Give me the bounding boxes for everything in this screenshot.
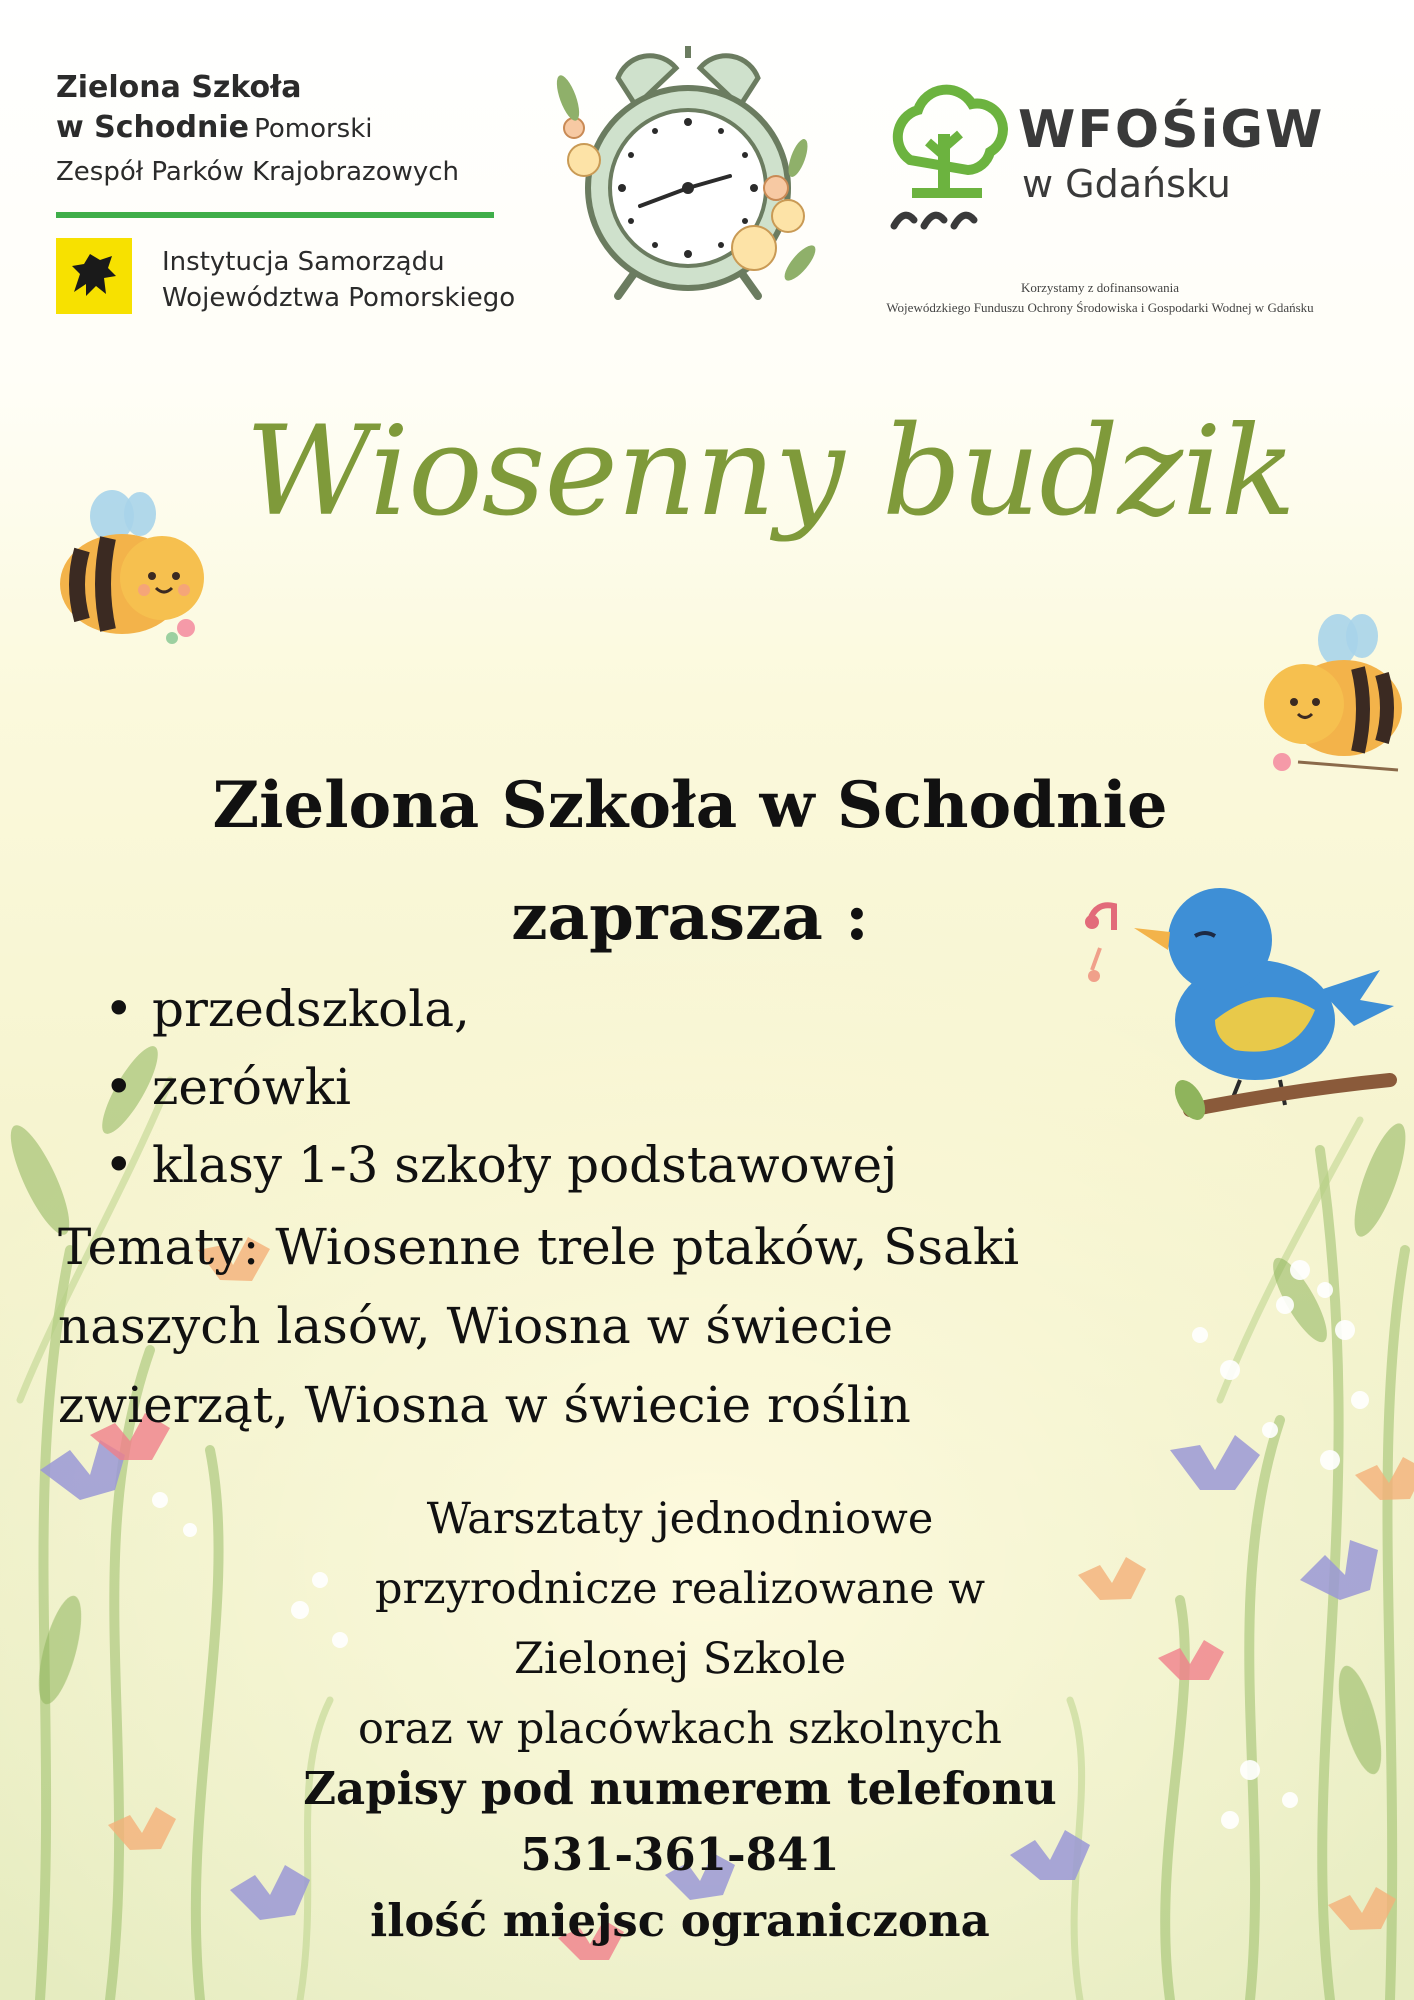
workshop-line: przyrodnicze realizowane w bbox=[374, 1564, 986, 1614]
audience-list bbox=[100, 970, 898, 1204]
school-name-line2: w Schodnie bbox=[56, 110, 249, 145]
institution-text bbox=[162, 244, 515, 316]
workshop-line: oraz w placówkach szkolnych bbox=[358, 1704, 1002, 1754]
header-divider bbox=[56, 212, 494, 218]
school-name-line3: Zespół Parków Krajobrazowych bbox=[56, 157, 460, 187]
griffin-emblem-icon bbox=[56, 238, 132, 314]
limited-places-note: ilość miejsc ograniczona bbox=[370, 1894, 990, 1947]
funding-note-line1: Korzystamy z dofinansowania bbox=[1020, 280, 1180, 295]
invitation-line2: zaprasza : bbox=[511, 880, 869, 955]
invitation-line1: Zielona Szkoła w Schodnie bbox=[212, 768, 1168, 843]
institution-line2: Województwa Pomorskiego bbox=[162, 283, 516, 313]
bee-icon bbox=[52, 488, 212, 648]
phone-number[interactable]: 531-361-841 bbox=[520, 1828, 840, 1881]
school-name-region: Pomorski bbox=[254, 114, 373, 144]
workshop-line: Warsztaty jednodniowe bbox=[426, 1494, 934, 1544]
alarm-clock-icon bbox=[548, 38, 828, 308]
funder-city: w Gdańsku bbox=[1022, 162, 1231, 206]
workshop-line: Zielonej Szkole bbox=[513, 1634, 847, 1684]
topics-line1: Tematy: Wiosenne trele ptaków, Ssaki bbox=[58, 1218, 1020, 1276]
poster-title: Wiosenny budzik bbox=[245, 400, 1295, 544]
signup-info bbox=[160, 1756, 1200, 1954]
signup-label: Zapisy pod numerem telefonu bbox=[303, 1762, 1057, 1815]
bee-icon bbox=[1258, 612, 1408, 772]
music-note-icon bbox=[1085, 915, 1099, 929]
school-name-line1: Zielona Szkoła bbox=[56, 70, 302, 105]
bird-icon bbox=[1080, 880, 1410, 1140]
list-item: • przedszkola, bbox=[100, 970, 898, 1048]
topics-line2: naszych lasów, Wiosna w świecie bbox=[58, 1297, 894, 1355]
workshop-description bbox=[190, 1484, 1170, 1764]
funding-note bbox=[810, 278, 1390, 318]
institution-line1: Instytucja Samorządu bbox=[162, 247, 445, 277]
funder-name: WFOŚiGW bbox=[1018, 100, 1325, 160]
list-item: • klasy 1-3 szkoły podstawowej bbox=[100, 1126, 898, 1204]
school-logo-text bbox=[56, 68, 459, 192]
list-item: • zerówki bbox=[100, 1048, 898, 1126]
topics-line3: zwierząt, Wiosna w świecie roślin bbox=[58, 1376, 911, 1434]
tree-logo-icon bbox=[880, 76, 1010, 236]
funding-note-line2: Wojewódzkiego Funduszu Ochrony Środowiska i Gospodarki Wodnej w Gdańsku bbox=[886, 300, 1314, 315]
topics-paragraph bbox=[58, 1208, 1278, 1445]
